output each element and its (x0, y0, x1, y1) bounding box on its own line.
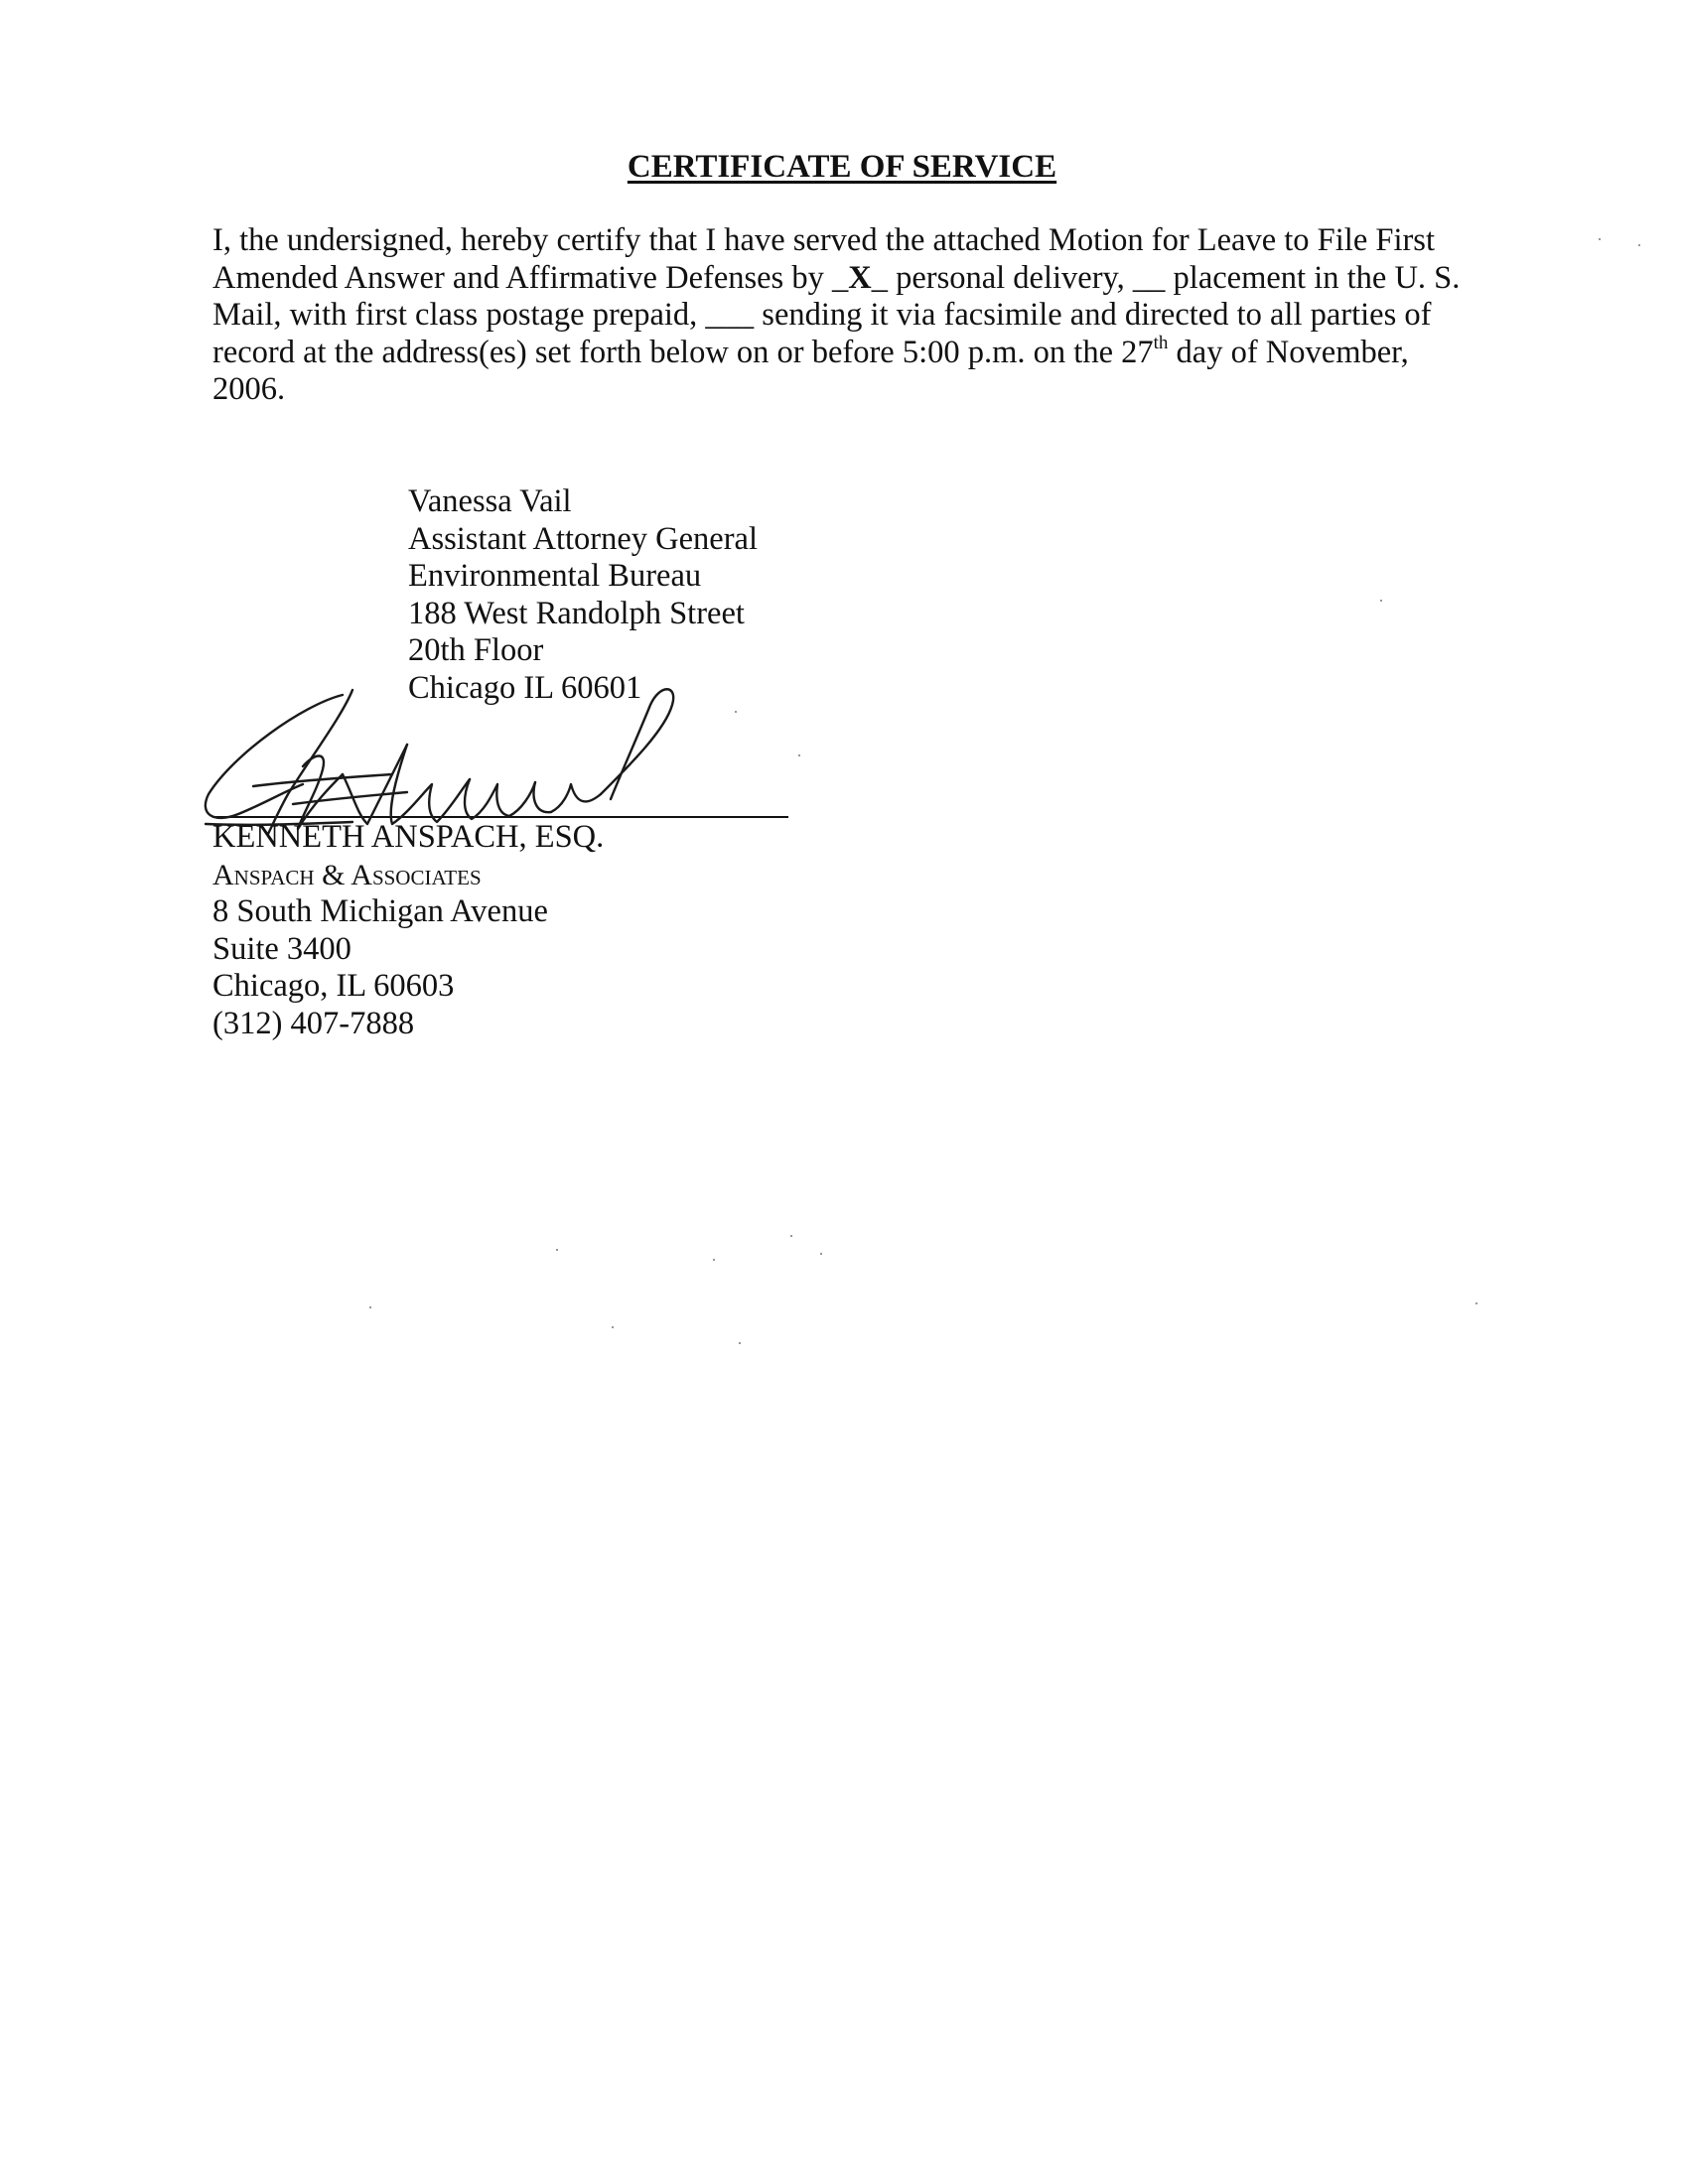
scan-speck (820, 1253, 822, 1255)
sender-phone: (312) 407-7888 (212, 1005, 415, 1041)
body-line-4-end: day of November, (1168, 334, 1409, 370)
sender-firm: Anspach & Associates (212, 858, 482, 891)
body-line-5: 2006. (212, 371, 286, 407)
scan-speck (1475, 1302, 1477, 1304)
ordinal-suffix: th (1153, 332, 1169, 353)
body-line-2 (212, 260, 1503, 298)
scan-speck (1638, 244, 1640, 246)
body-line-2-end: _ personal delivery, __ placement in the U. S. (871, 259, 1461, 296)
recipient-name: Vanessa Vail (408, 483, 572, 519)
recipient-title: Assistant Attorney General (408, 520, 759, 557)
body-line-4 (212, 332, 1503, 372)
sender-name: KENNETH ANSPACH, ESQ. (212, 819, 605, 855)
document-title: CERTIFICATE OF SERVICE (627, 149, 1057, 185)
scan-speck (798, 754, 800, 756)
recipient-city: Chicago IL 60601 (408, 669, 642, 706)
sender-street: 8 South Michigan Avenue (212, 893, 548, 929)
scan-speck (713, 1259, 715, 1261)
body-line-2-start: Amended Answer and Affirmative Defenses by _ (212, 259, 849, 296)
scan-speck (739, 1342, 741, 1344)
body-line-4-start: record at the address(es) set forth below on or before 5:00 p.m. on the 27 (212, 334, 1154, 370)
scan-speck (556, 1249, 558, 1251)
scan-speck (369, 1306, 371, 1308)
recipient-street: 188 West Randolph Street (408, 595, 745, 631)
scan-speck (1599, 238, 1601, 240)
sender-suite: Suite 3400 (212, 930, 351, 967)
scan-speck (612, 1326, 614, 1328)
scan-speck (790, 1235, 792, 1237)
certification-paragraph (212, 222, 1503, 409)
scan-speck (1380, 600, 1382, 602)
recipient-floor: 20th Floor (408, 632, 544, 668)
body-line-3: Mail, with first class postage prepaid, ___ sending it via facsimile and directed to all parties of (212, 297, 1432, 333)
body-line-1: I, the undersigned, hereby certify that I have served the attached Motion for Leave to File First (212, 222, 1435, 258)
recipient-bureau: Environmental Bureau (408, 558, 702, 594)
sender-city: Chicago, IL 60603 (212, 968, 455, 1004)
sender-address-block (212, 819, 604, 1042)
service-method-mark: X (848, 259, 872, 296)
scan-speck (735, 711, 737, 713)
recipient-address-block (408, 483, 758, 707)
